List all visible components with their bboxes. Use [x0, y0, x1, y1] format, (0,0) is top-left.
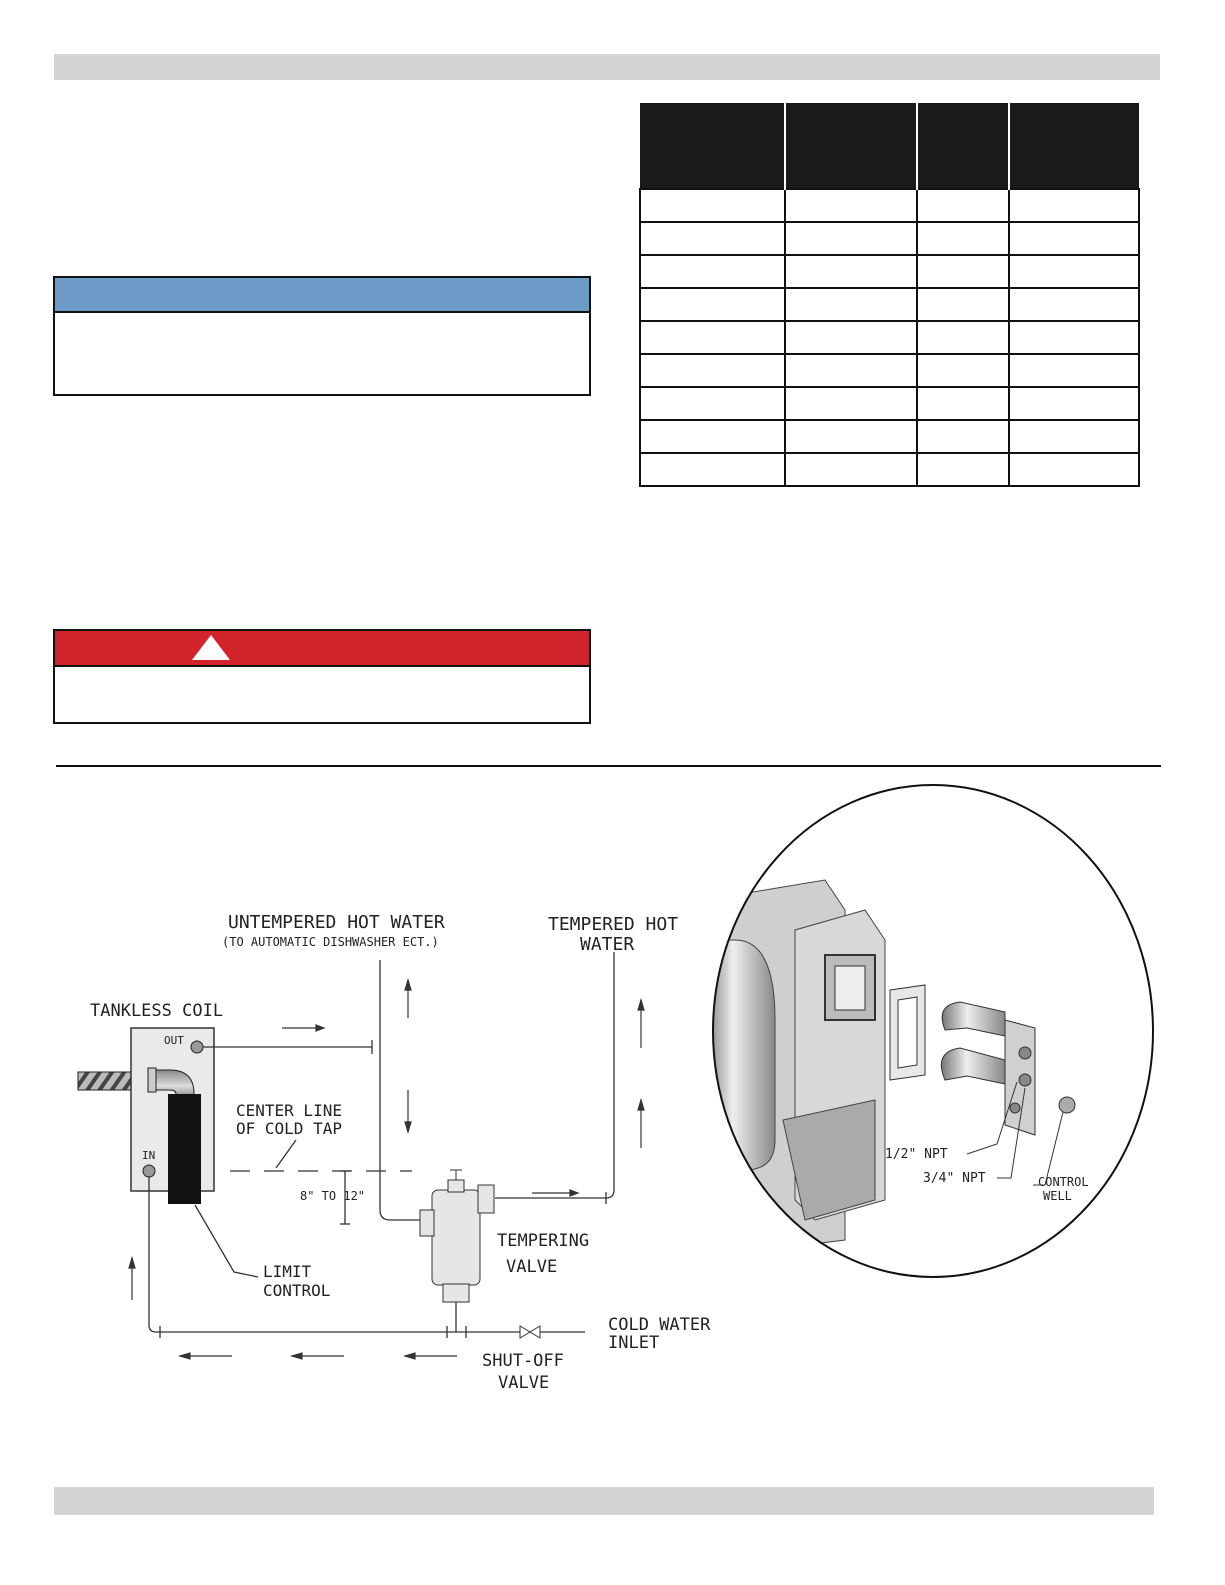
warning-callout [53, 629, 591, 724]
table-header-row [640, 103, 1139, 189]
table-cell [1009, 453, 1139, 486]
table-cell [640, 189, 785, 222]
table-cell [785, 420, 917, 453]
cold-water-label-1: COLD WATER [608, 1315, 711, 1335]
table-cell [640, 321, 785, 354]
warning-header [55, 631, 589, 667]
notice-callout [53, 276, 591, 396]
table-cell [1009, 222, 1139, 255]
shutoff-valve-icon [520, 1326, 540, 1338]
tempering-valve-label-2: VALVE [506, 1257, 558, 1277]
section-divider [56, 765, 1161, 767]
piping-diagram [0, 880, 760, 1420]
table-row [640, 321, 1139, 354]
table-cell [640, 288, 785, 321]
table-cell [917, 420, 1009, 453]
table-cell [917, 288, 1009, 321]
table-cell [1009, 189, 1139, 222]
table-cell [1009, 321, 1139, 354]
coil-collar [148, 1068, 156, 1092]
tempering-valve [420, 1170, 494, 1302]
out-label: OUT [164, 1034, 184, 1047]
table-cell [917, 255, 1009, 288]
bottom-footer-bar [54, 1487, 1154, 1515]
table-row [640, 453, 1139, 486]
table-cell [1009, 420, 1139, 453]
table-row [640, 255, 1139, 288]
table-row [640, 189, 1139, 222]
table-cell [785, 288, 917, 321]
in-port [143, 1165, 155, 1177]
center-line-label-1: CENTER LINE [236, 1101, 342, 1120]
dimension-label: 8" TO 12" [300, 1189, 366, 1203]
control-well-label-2: WELL [1043, 1189, 1072, 1203]
untempered-label-2: (TO AUTOMATIC DISHWASHER ECT.) [222, 935, 439, 949]
tankless-coil-label: TANKLESS COIL [90, 1001, 224, 1021]
table-cell [640, 420, 785, 453]
table-row [640, 222, 1139, 255]
table-cell [785, 321, 917, 354]
table-cell [785, 453, 917, 486]
table-cell [785, 387, 917, 420]
coil-detail-illustration [705, 780, 1165, 1285]
in-label: IN [142, 1149, 156, 1162]
table-cell [785, 222, 917, 255]
limit-control-label-1: LIMIT [263, 1262, 312, 1281]
table-cell [640, 255, 785, 288]
notice-header [55, 278, 589, 313]
table-cell [1009, 288, 1139, 321]
table-cell [917, 453, 1009, 486]
untempered-label-1: UNTEMPERED HOT WATER [228, 912, 445, 933]
tempered-label-1: TEMPERED HOT [548, 914, 679, 935]
table-row [640, 288, 1139, 321]
top-header-bar [54, 54, 1160, 80]
table-cell [785, 354, 917, 387]
table-row [640, 354, 1139, 387]
table-cell [917, 189, 1009, 222]
three-quarter-npt-label: 3/4" NPT [923, 1171, 986, 1186]
table-header-cell [917, 103, 1009, 189]
tempered-label-2: WATER [580, 934, 635, 955]
out-port [191, 1041, 203, 1053]
table-cell [917, 354, 1009, 387]
shutoff-valve-label-1: SHUT-OFF [482, 1351, 564, 1371]
table-cell [785, 189, 917, 222]
table-cell [640, 354, 785, 387]
center-line-label-2: OF COLD TAP [236, 1119, 342, 1138]
table-header-cell [640, 103, 785, 189]
table-cell [640, 387, 785, 420]
control-well-label-1: CONTROL [1038, 1175, 1089, 1189]
limit-control-label-2: CONTROL [263, 1281, 331, 1300]
limit-control-body [168, 1094, 201, 1204]
spec-table [639, 103, 1140, 487]
table-header-cell [1009, 103, 1139, 189]
tempering-valve-label-1: TEMPERING [497, 1231, 590, 1251]
table-row [640, 387, 1139, 420]
table-cell [917, 387, 1009, 420]
table-cell [1009, 387, 1139, 420]
table-header-cell [785, 103, 917, 189]
table-row [640, 420, 1139, 453]
table-cell [1009, 255, 1139, 288]
table-cell [1009, 354, 1139, 387]
warning-triangle-icon [192, 635, 230, 660]
shutoff-valve-label-2: VALVE [498, 1373, 550, 1393]
table-cell [640, 453, 785, 486]
table-cell [917, 321, 1009, 354]
table-cell [917, 222, 1009, 255]
table-cell [640, 222, 785, 255]
cold-water-label-2: INLET [608, 1333, 660, 1353]
table-cell [785, 255, 917, 288]
half-npt-label: 1/2" NPT [885, 1147, 948, 1162]
